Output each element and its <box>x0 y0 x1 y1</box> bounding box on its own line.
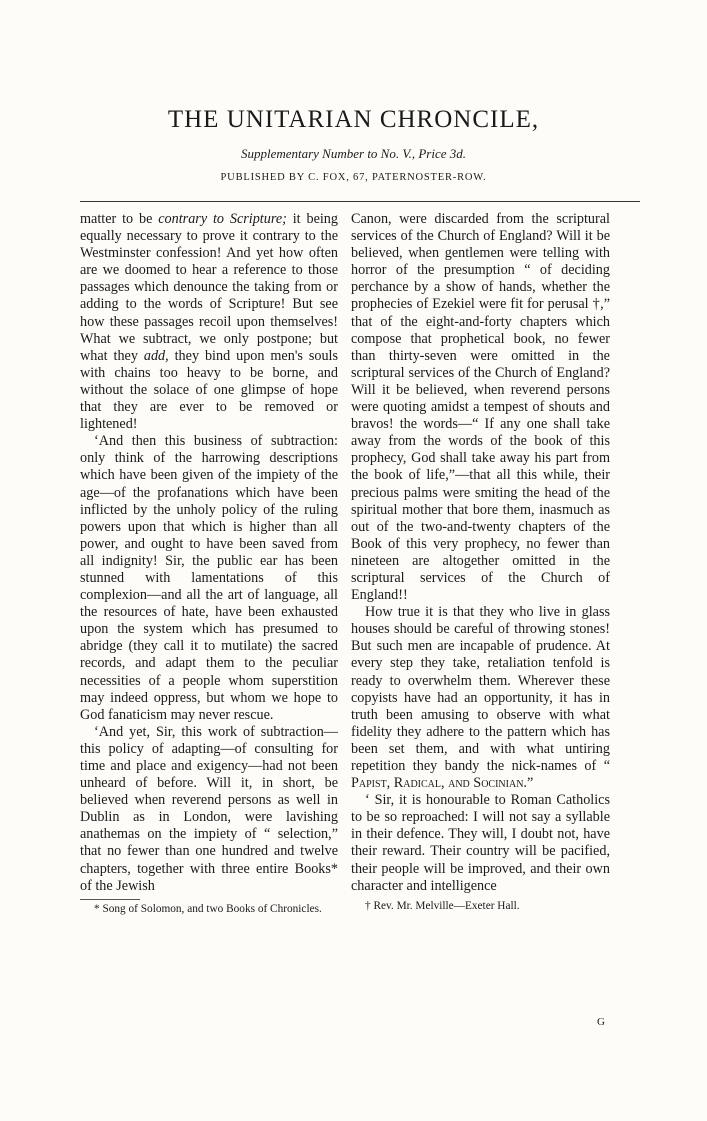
paragraph: ‘And then this business of subtraction: only think of the harrowing descriptions which have been given of the impiety of the age—of the profanations which have been inflicted by the unholy policy of the ruling powers upon that which is higher than all power, and ought to have been saved from all indignity! Sir, the public ear has been stunned with lamentations of this complexion—and all the art of language, all the resources of hate, have been exhausted upon the system which has presumed to abridge (they call it to mutilate) the sacred records, and adapt them to the peculiar necessities of a people whom superstition may indeed oppress, but whom we hope to God fanaticism may never rescue. <box>80 433 338 723</box>
small-caps-text: “ Papist, Radical, and Socinian.” <box>351 758 611 792</box>
paragraph: Canon, were discarded from the scriptural services of the Church of England? Will it be believed, when gentlemen were telling with horror of the presumption “ of deciding perchance by a show of hands, whether the prophecies of Ezekiel were fit for perusal †,” that of the eight-and-forty chapters which compose that prophetical book, no fewer than thirty-seven were omitted in the scriptural services of the Church of England? Will it be believed, when reverend persons were quoting amidst a tempest of shouts and bravos! the words—“ If any one shall take away from the words of the book of this prophecy, God shall take away his part from the book of life,”—that all this while, their precious palms were smiting the head of the spiritual mother that bore them, inasmuch as out of the two-and-twenty chapters of the Book of this very prophecy, no fewer than nineteen are altogether omitted in the scriptural services of the Church of England!! <box>351 211 610 604</box>
footnote: † Rev. Mr. Melville—Exeter Hall. <box>365 899 520 912</box>
masthead <box>0 106 707 183</box>
text-run: How true it is that they who live in glass houses should be careful of throwing stones! But such men are incapable of prudence. At every step they take, retaliation tenfold is ready to overwhelm them. Wherever these copyists have had an opportunity, it has in truth been amusing to observe with what fidelity they adhere to the pattern which has been set them, and with what untiring repetition they bandy the nick-names of <box>351 604 610 774</box>
paragraph <box>80 211 338 433</box>
emphasis-text: contrary to Scripture; <box>158 211 287 227</box>
signature-mark: G <box>597 1016 605 1028</box>
text-run: matter to be <box>80 211 159 227</box>
issue-subtitle: Supplementary Number to No. V., Price 3d. <box>240 146 467 161</box>
emphasis-text: add, <box>143 347 169 364</box>
footnote: * Song of Solomon, and two Books of Chronicles. <box>94 902 322 915</box>
publisher-line: PUBLISHED BY C. FOX, 67, PATERNOSTER-ROW. <box>220 172 487 183</box>
header-rule <box>80 201 640 202</box>
publication-title: THE UNITARIAN CHRONCILE, <box>167 106 540 133</box>
left-column <box>80 211 338 916</box>
text-run: it being equally necessary to prove it contrary to the Westminster confession! And yet how often are we doomed to hear a reference to those passages which denounce the taking from or adding to the words of Scripture! But see how these passages recoil upon themselves! What we subtract, we only postpone; but what they <box>80 211 338 364</box>
paragraph: ‘ Sir, it is honourable to Roman Catholics to be so reproached: I will not say a syllable in their defence. They will, I doubt not, have their reward. Their country will be pacified, their people will be improved, and their own character and intelligence <box>351 792 610 894</box>
paragraph <box>351 604 610 792</box>
right-column <box>351 211 610 913</box>
text-run: they bind upon men's souls with chains too heavy to be borne, and without the solace of one glimpse of hope that they are ever to be removed or lightened! <box>80 347 338 433</box>
paragraph: ‘And yet, Sir, this work of subtraction—this policy of adapting—of consulting for time and place and exigency—had not been unheard of before. Will it, in short, be believed when reverend persons as well in Dublin as in London, were lavishing anathemas on the impiety of “ selection,” that no fewer than one hundred and twelve chapters, together with three entire Books* of the Jewish <box>80 723 338 894</box>
footnote-rule <box>80 899 140 900</box>
